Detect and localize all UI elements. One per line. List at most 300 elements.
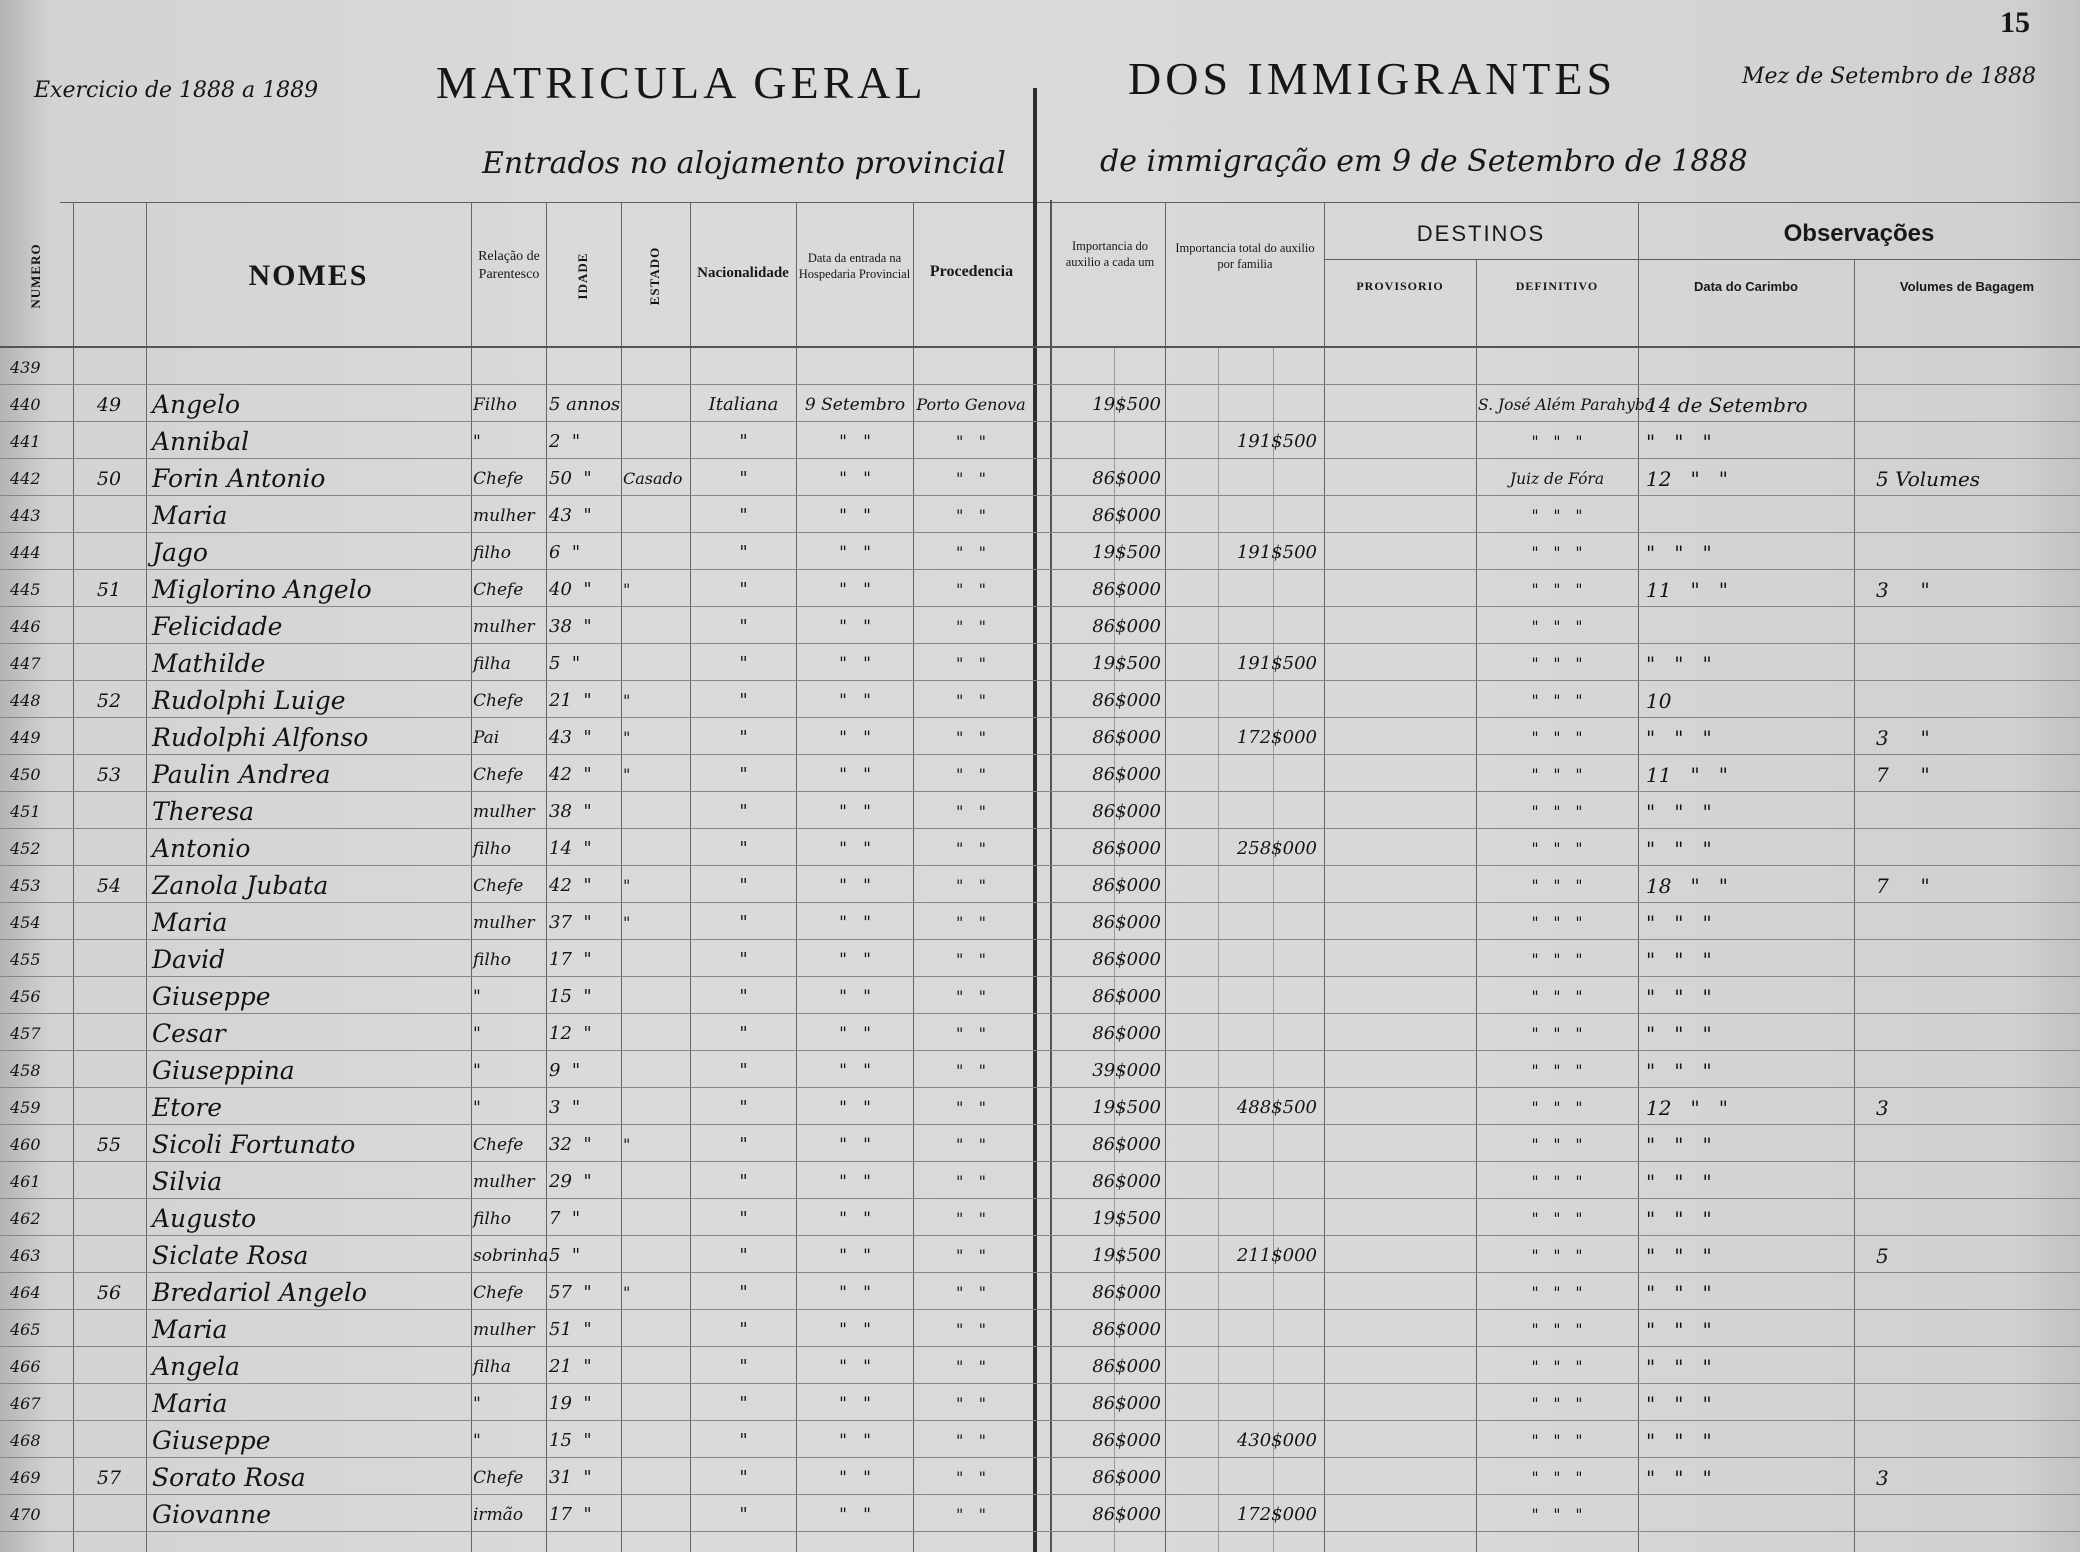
col-header-estado: ESTADO [647, 246, 662, 306]
cell-procedencia: " " [956, 691, 986, 710]
cell-relacao: " [473, 1098, 481, 1118]
cell-entrada: " " [839, 876, 871, 896]
exercise-period: Exercicio de 1888 a 1889 [34, 78, 319, 103]
cell-relacao [473, 348, 545, 385]
cell-definitivo: " " " [1531, 1506, 1583, 1524]
cell-volumes [1876, 1162, 2076, 1199]
cell-volumes [1876, 644, 2076, 681]
cell-provisorio [1326, 1273, 1474, 1310]
cell-relacao: irmão [473, 1505, 524, 1525]
table-row [0, 1458, 2080, 1495]
cell-relacao: Chefe [473, 1468, 524, 1488]
cell-procedencia [915, 348, 1027, 385]
cell-nome: Giuseppina [152, 1056, 295, 1085]
cell-relacao: " [473, 987, 481, 1007]
register-table-body [0, 346, 2080, 1532]
cell-provisorio [1326, 1014, 1474, 1051]
cell-numero: 443 [10, 506, 41, 525]
cell-familia [76, 533, 142, 570]
cell-estado [623, 607, 689, 644]
cell-auxilio_total: 488$500 [1236, 1097, 1317, 1118]
cell-nacionalidade: " [739, 1208, 748, 1229]
cell-auxilio_cada: 19$500 [1092, 394, 1161, 415]
cell-entrada: " " [839, 1098, 871, 1118]
cell-carimbo: " " " [1646, 1207, 1712, 1231]
cell-idade: 15 " [549, 986, 592, 1007]
cell-familia [76, 829, 142, 866]
cell-carimbo: " " " [1646, 1355, 1712, 1379]
cell-nome: Mathilde [152, 649, 266, 678]
cell-provisorio [1326, 903, 1474, 940]
cell-numero: 463 [10, 1246, 41, 1265]
col-header-nomes: NOMES [248, 259, 369, 292]
page-number: 15 [2000, 6, 2030, 39]
cell-auxilio_cada: 86$000 [1092, 690, 1161, 711]
cell-numero: 446 [10, 617, 41, 636]
cell-auxilio_cada: 86$000 [1092, 1467, 1161, 1488]
cell-auxilio_total: 191$500 [1236, 542, 1317, 563]
cell-idade: 43 " [549, 727, 592, 748]
cell-volumes [1876, 533, 2076, 570]
cell-procedencia: " " [956, 765, 986, 784]
cell-nacionalidade: " [739, 912, 748, 933]
cell-auxilio_total [1167, 348, 1317, 385]
cell-numero: 456 [10, 987, 41, 1006]
cell-numero: 460 [10, 1135, 41, 1154]
cell-nome: Cesar [152, 1019, 226, 1048]
cell-relacao: " [473, 1024, 481, 1044]
cell-idade: 21 " [549, 690, 592, 711]
cell-nome: Giuseppe [152, 1426, 271, 1455]
cell-auxilio_cada: 86$000 [1092, 616, 1161, 637]
cell-relacao: mulher [473, 617, 535, 637]
cell-relacao: filho [473, 1209, 511, 1229]
cell-volumes [1876, 977, 2076, 1014]
cell-carimbo: 12 " " [1646, 1096, 1728, 1120]
cell-idade: 42 " [549, 875, 592, 896]
cell-familia [76, 903, 142, 940]
cell-carimbo: 10 [1646, 689, 1672, 713]
cell-idade: 17 " [549, 1504, 592, 1525]
table-row [0, 496, 2080, 533]
cell-nome: Theresa [152, 797, 255, 826]
cell-numero: 450 [10, 765, 41, 784]
cell-provisorio [1326, 1310, 1474, 1347]
cell-procedencia: " " [956, 432, 986, 451]
cell-entrada: " " [839, 1209, 871, 1229]
cell-carimbo: " " " [1646, 1059, 1712, 1083]
cell-numero: 451 [10, 802, 41, 821]
cell-entrada: " " [839, 469, 871, 489]
cell-carimbo [1646, 348, 1852, 385]
table-row [0, 1236, 2080, 1273]
table-row [0, 422, 2080, 459]
col-header-volumes: Volumes de Bagagem [1899, 279, 2035, 294]
cell-auxilio_total [1167, 755, 1317, 792]
cell-familia: 53 [96, 764, 122, 786]
cell-entrada: " " [839, 765, 871, 785]
cell-volumes: 3 [1876, 1096, 1889, 1120]
cell-nacionalidade: " [739, 505, 748, 526]
cell-nacionalidade: " [739, 986, 748, 1007]
cell-estado [623, 1495, 689, 1532]
cell-procedencia: " " [956, 1283, 986, 1302]
cell-numero: 466 [10, 1357, 41, 1376]
cell-definitivo: " " " [1531, 951, 1583, 969]
cell-definitivo: " " " [1531, 544, 1583, 562]
cell-relacao: mulher [473, 1172, 535, 1192]
cell-numero: 468 [10, 1431, 41, 1450]
cell-familia [76, 718, 142, 755]
cell-estado: Casado [623, 469, 683, 488]
cell-nacionalidade: " [739, 801, 748, 822]
cell-volumes [1876, 385, 2076, 422]
cell-auxilio_total [1167, 681, 1317, 718]
cell-familia: 56 [96, 1282, 122, 1304]
table-row [0, 1495, 2080, 1532]
cell-provisorio [1326, 385, 1474, 422]
cell-numero: 442 [10, 469, 41, 488]
cell-provisorio [1326, 422, 1474, 459]
cell-procedencia: " " [956, 1431, 986, 1450]
cell-provisorio [1326, 1421, 1474, 1458]
cell-relacao: mulher [473, 506, 535, 526]
cell-auxilio_cada: 19$500 [1092, 1245, 1161, 1266]
cell-provisorio [1326, 533, 1474, 570]
cell-nome: Etore [152, 1093, 223, 1122]
cell-numero: 445 [10, 580, 41, 599]
table-row [0, 1051, 2080, 1088]
cell-entrada: " " [839, 654, 871, 674]
subtitle-right: de immigração em 9 de Setembro de 1888 [1100, 144, 1748, 179]
cell-idade: 57 " [549, 1282, 592, 1303]
cell-nacionalidade: " [739, 1319, 748, 1340]
cell-auxilio_total: 191$500 [1236, 653, 1317, 674]
cell-nome: Felicidade [152, 612, 283, 641]
cell-volumes [1876, 1384, 2076, 1421]
cell-idade: 50 " [549, 468, 592, 489]
cell-idade: 38 " [549, 616, 592, 637]
cell-procedencia: " " [956, 802, 986, 821]
cell-volumes: 5 Volumes [1876, 467, 1981, 491]
cell-provisorio [1326, 1347, 1474, 1384]
cell-definitivo: " " " [1531, 618, 1583, 636]
cell-idade: 19 " [549, 1393, 592, 1414]
cell-numero: 453 [10, 876, 41, 895]
cell-familia [76, 1236, 142, 1273]
cell-nome: Angelo [152, 390, 241, 419]
cell-relacao: Filho [473, 395, 517, 415]
cell-definitivo: " " " [1531, 1062, 1583, 1080]
cell-procedencia: " " [956, 987, 986, 1006]
cell-carimbo: " " " [1646, 1022, 1712, 1046]
cell-definitivo: " " " [1531, 1173, 1583, 1191]
cell-definitivo: " " " [1531, 1469, 1583, 1487]
cell-numero: 447 [10, 654, 41, 673]
cell-entrada: " " [839, 1246, 871, 1266]
cell-definitivo: Juiz de Fóra [1509, 470, 1605, 488]
cell-entrada: " " [839, 506, 871, 526]
cell-estado [623, 422, 689, 459]
col-header-auxilio-total: Importancia total do auxilio por familia [1175, 241, 1315, 272]
cell-familia [76, 607, 142, 644]
cell-familia: 50 [96, 468, 122, 490]
cell-relacao: Chefe [473, 1135, 524, 1155]
cell-estado: " [623, 691, 631, 710]
col-header-auxilio-cada: Importancia do auxilio a cada um [1065, 239, 1155, 270]
cell-auxilio_cada: 86$000 [1092, 1023, 1161, 1044]
cell-entrada: " " [839, 1320, 871, 1340]
cell-provisorio [1326, 1162, 1474, 1199]
cell-idade: 2 " [549, 431, 581, 452]
cell-familia [76, 1421, 142, 1458]
cell-estado [623, 348, 689, 385]
cell-nacionalidade: " [739, 1430, 748, 1451]
cell-procedencia: " " [956, 469, 986, 488]
table-row [0, 681, 2080, 718]
cell-entrada: " " [839, 1431, 871, 1451]
cell-carimbo: " " " [1646, 1429, 1712, 1453]
cell-familia [76, 1347, 142, 1384]
cell-familia [76, 1162, 142, 1199]
cell-auxilio_cada: 86$000 [1092, 579, 1161, 600]
cell-procedencia: " " [956, 1098, 986, 1117]
cell-auxilio_total [1167, 607, 1317, 644]
cell-auxilio_cada: 86$000 [1092, 505, 1161, 526]
cell-idade: 32 " [549, 1134, 592, 1155]
cell-auxilio_cada: 86$000 [1092, 468, 1161, 489]
cell-numero: 457 [10, 1024, 41, 1043]
cell-relacao: filho [473, 839, 511, 859]
cell-auxilio_total [1167, 1273, 1317, 1310]
cell-estado [623, 977, 689, 1014]
cell-entrada: " " [839, 1024, 871, 1044]
cell-nacionalidade: " [739, 616, 748, 637]
cell-auxilio_total: 172$000 [1236, 727, 1317, 748]
col-header-definitivo: DEFINITIVO [1515, 279, 1599, 293]
cell-familia [76, 1014, 142, 1051]
cell-estado: " [623, 876, 631, 895]
cell-numero: 462 [10, 1209, 41, 1228]
cell-definitivo: " " " [1531, 1284, 1583, 1302]
cell-auxilio_cada: 86$000 [1092, 1171, 1161, 1192]
cell-procedencia: " " [956, 580, 986, 599]
cell-nacionalidade: " [739, 949, 748, 970]
cell-carimbo [1646, 496, 1852, 533]
cell-nome: Forin Antonio [152, 464, 326, 493]
cell-auxilio_total: 211$000 [1236, 1245, 1317, 1266]
cell-estado: " [623, 728, 631, 747]
cell-numero: 441 [10, 432, 41, 451]
cell-estado: " [623, 580, 631, 599]
cell-nacionalidade: Italiana [708, 394, 779, 415]
cell-volumes [1876, 422, 2076, 459]
cell-auxilio_total: 172$000 [1236, 1504, 1317, 1525]
cell-entrada [798, 348, 912, 385]
cell-definitivo: " " " [1531, 507, 1583, 525]
cell-nome: Miglorino Angelo [152, 575, 372, 604]
cell-familia: 55 [96, 1134, 122, 1156]
cell-nacionalidade: " [739, 653, 748, 674]
cell-volumes [1876, 1051, 2076, 1088]
cell-auxilio_cada: 86$000 [1092, 1393, 1161, 1414]
cell-nacionalidade: " [739, 764, 748, 785]
cell-entrada: " " [839, 1357, 871, 1377]
cell-provisorio [1326, 644, 1474, 681]
cell-estado [623, 1347, 689, 1384]
cell-carimbo: " " " [1646, 541, 1712, 565]
cell-volumes [1876, 1014, 2076, 1051]
cell-estado [623, 1088, 689, 1125]
cell-carimbo: " " " [1646, 911, 1712, 935]
cell-volumes [1876, 940, 2076, 977]
cell-auxilio_total [1167, 1458, 1317, 1495]
col-header-nacionalidade: Nacionalidade [697, 265, 789, 281]
cell-familia: 49 [96, 394, 122, 416]
cell-estado [623, 1236, 689, 1273]
table-row [0, 977, 2080, 1014]
cell-relacao: mulher [473, 913, 535, 933]
cell-volumes [1876, 607, 2076, 644]
table-row [0, 1421, 2080, 1458]
cell-carimbo [1646, 1495, 1852, 1532]
cell-familia [76, 792, 142, 829]
cell-familia [76, 1310, 142, 1347]
cell-entrada: " " [839, 950, 871, 970]
cell-carimbo: " " " [1646, 1466, 1712, 1490]
table-row [0, 459, 2080, 496]
cell-numero: 461 [10, 1172, 41, 1191]
cell-definitivo: " " " [1531, 766, 1583, 784]
cell-familia: 54 [96, 875, 122, 897]
cell-procedencia: " " [956, 839, 986, 858]
cell-estado [623, 1384, 689, 1421]
cell-estado [623, 1458, 689, 1495]
cell-definitivo: " " " [1531, 1247, 1583, 1265]
cell-provisorio [1326, 718, 1474, 755]
page-title-right: DOS IMMIGRANTES [1128, 53, 1617, 104]
table-row [0, 1273, 2080, 1310]
cell-estado [623, 829, 689, 866]
cell-provisorio [1326, 459, 1474, 496]
cell-auxilio_total [1167, 792, 1317, 829]
cell-definitivo: " " " [1531, 433, 1583, 451]
table-row [0, 348, 2080, 385]
cell-definitivo: S. José Além Parahyba [1478, 396, 1654, 414]
cell-volumes: 3 " [1876, 726, 1930, 750]
cell-entrada: " " [839, 1468, 871, 1488]
cell-estado: " [623, 765, 631, 784]
cell-nacionalidade: " [739, 1467, 748, 1488]
cell-provisorio [1326, 977, 1474, 1014]
cell-nacionalidade: " [739, 727, 748, 748]
cell-idade: 3 " [549, 1097, 581, 1118]
cell-entrada: " " [839, 728, 871, 748]
cell-nacionalidade: " [739, 542, 748, 563]
cell-auxilio_cada: 86$000 [1092, 1356, 1161, 1377]
cell-provisorio [1326, 1088, 1474, 1125]
cell-auxilio_total [1167, 1384, 1317, 1421]
cell-auxilio_cada: 19$500 [1092, 653, 1161, 674]
cell-nacionalidade: " [739, 579, 748, 600]
cell-procedencia: " " [956, 728, 986, 747]
cell-relacao: mulher [473, 802, 535, 822]
cell-auxilio_cada: 86$000 [1092, 801, 1161, 822]
cell-carimbo: " " " [1646, 1133, 1712, 1157]
cell-carimbo: " " " [1646, 948, 1712, 972]
cell-idade: 14 " [549, 838, 592, 859]
cell-provisorio [1326, 1384, 1474, 1421]
cell-estado [623, 1014, 689, 1051]
cell-numero: 470 [10, 1505, 41, 1524]
cell-idade: 43 " [549, 505, 592, 526]
cell-entrada: " " [839, 1135, 871, 1155]
cell-auxilio_cada: 86$000 [1092, 1134, 1161, 1155]
cell-carimbo: " " " [1646, 800, 1712, 824]
table-row [0, 866, 2080, 903]
cell-nacionalidade: " [739, 1245, 748, 1266]
cell-auxilio_total [1167, 1014, 1317, 1051]
cell-relacao: Chefe [473, 876, 524, 896]
cell-auxilio_cada: 86$000 [1092, 727, 1161, 748]
cell-nome: Giuseppe [152, 982, 271, 1011]
table-row [0, 792, 2080, 829]
cell-nome: Augusto [152, 1204, 257, 1233]
cell-entrada: " " [839, 543, 871, 563]
cell-nome: Giovanne [152, 1500, 272, 1529]
cell-auxilio_total [1167, 1310, 1317, 1347]
cell-provisorio [1326, 829, 1474, 866]
cell-definitivo: " " " [1531, 1432, 1583, 1450]
cell-idade: 38 " [549, 801, 592, 822]
cell-idade: 9 " [549, 1060, 581, 1081]
cell-relacao: Pai [473, 728, 500, 748]
cell-volumes [1876, 1199, 2076, 1236]
cell-auxilio_cada: 86$000 [1092, 1430, 1161, 1451]
cell-auxilio_cada: 86$000 [1092, 875, 1161, 896]
cell-volumes [1876, 1421, 2076, 1458]
cell-nacionalidade: " [739, 468, 748, 489]
cell-idade: 6 " [549, 542, 581, 563]
col-header-provisorio: PROVISORIO [1356, 279, 1444, 293]
cell-familia [76, 977, 142, 1014]
cell-estado [623, 1162, 689, 1199]
cell-provisorio [1326, 570, 1474, 607]
cell-definitivo: " " " [1531, 729, 1583, 747]
cell-volumes: 5 [1876, 1244, 1889, 1268]
cell-auxilio_total [1167, 977, 1317, 1014]
table-row [0, 1384, 2080, 1421]
cell-relacao: filho [473, 950, 511, 970]
cell-nacionalidade [692, 348, 795, 385]
cell-nacionalidade: " [739, 1097, 748, 1118]
cell-numero: 452 [10, 839, 41, 858]
cell-nacionalidade: " [739, 1060, 748, 1081]
table-row [0, 570, 2080, 607]
cell-nacionalidade: " [739, 431, 748, 452]
cell-nacionalidade: " [739, 1023, 748, 1044]
cell-definitivo [1478, 348, 1636, 385]
cell-procedencia: " " [956, 617, 986, 636]
cell-carimbo: " " " [1646, 1281, 1712, 1305]
cell-procedencia: " " [956, 654, 986, 673]
table-row [0, 533, 2080, 570]
cell-relacao: filho [473, 543, 511, 563]
cell-carimbo: 14 de Setembro [1646, 393, 1808, 417]
cell-procedencia: " " [956, 1172, 986, 1191]
cell-nacionalidade: " [739, 875, 748, 896]
cell-familia: 57 [96, 1467, 122, 1489]
